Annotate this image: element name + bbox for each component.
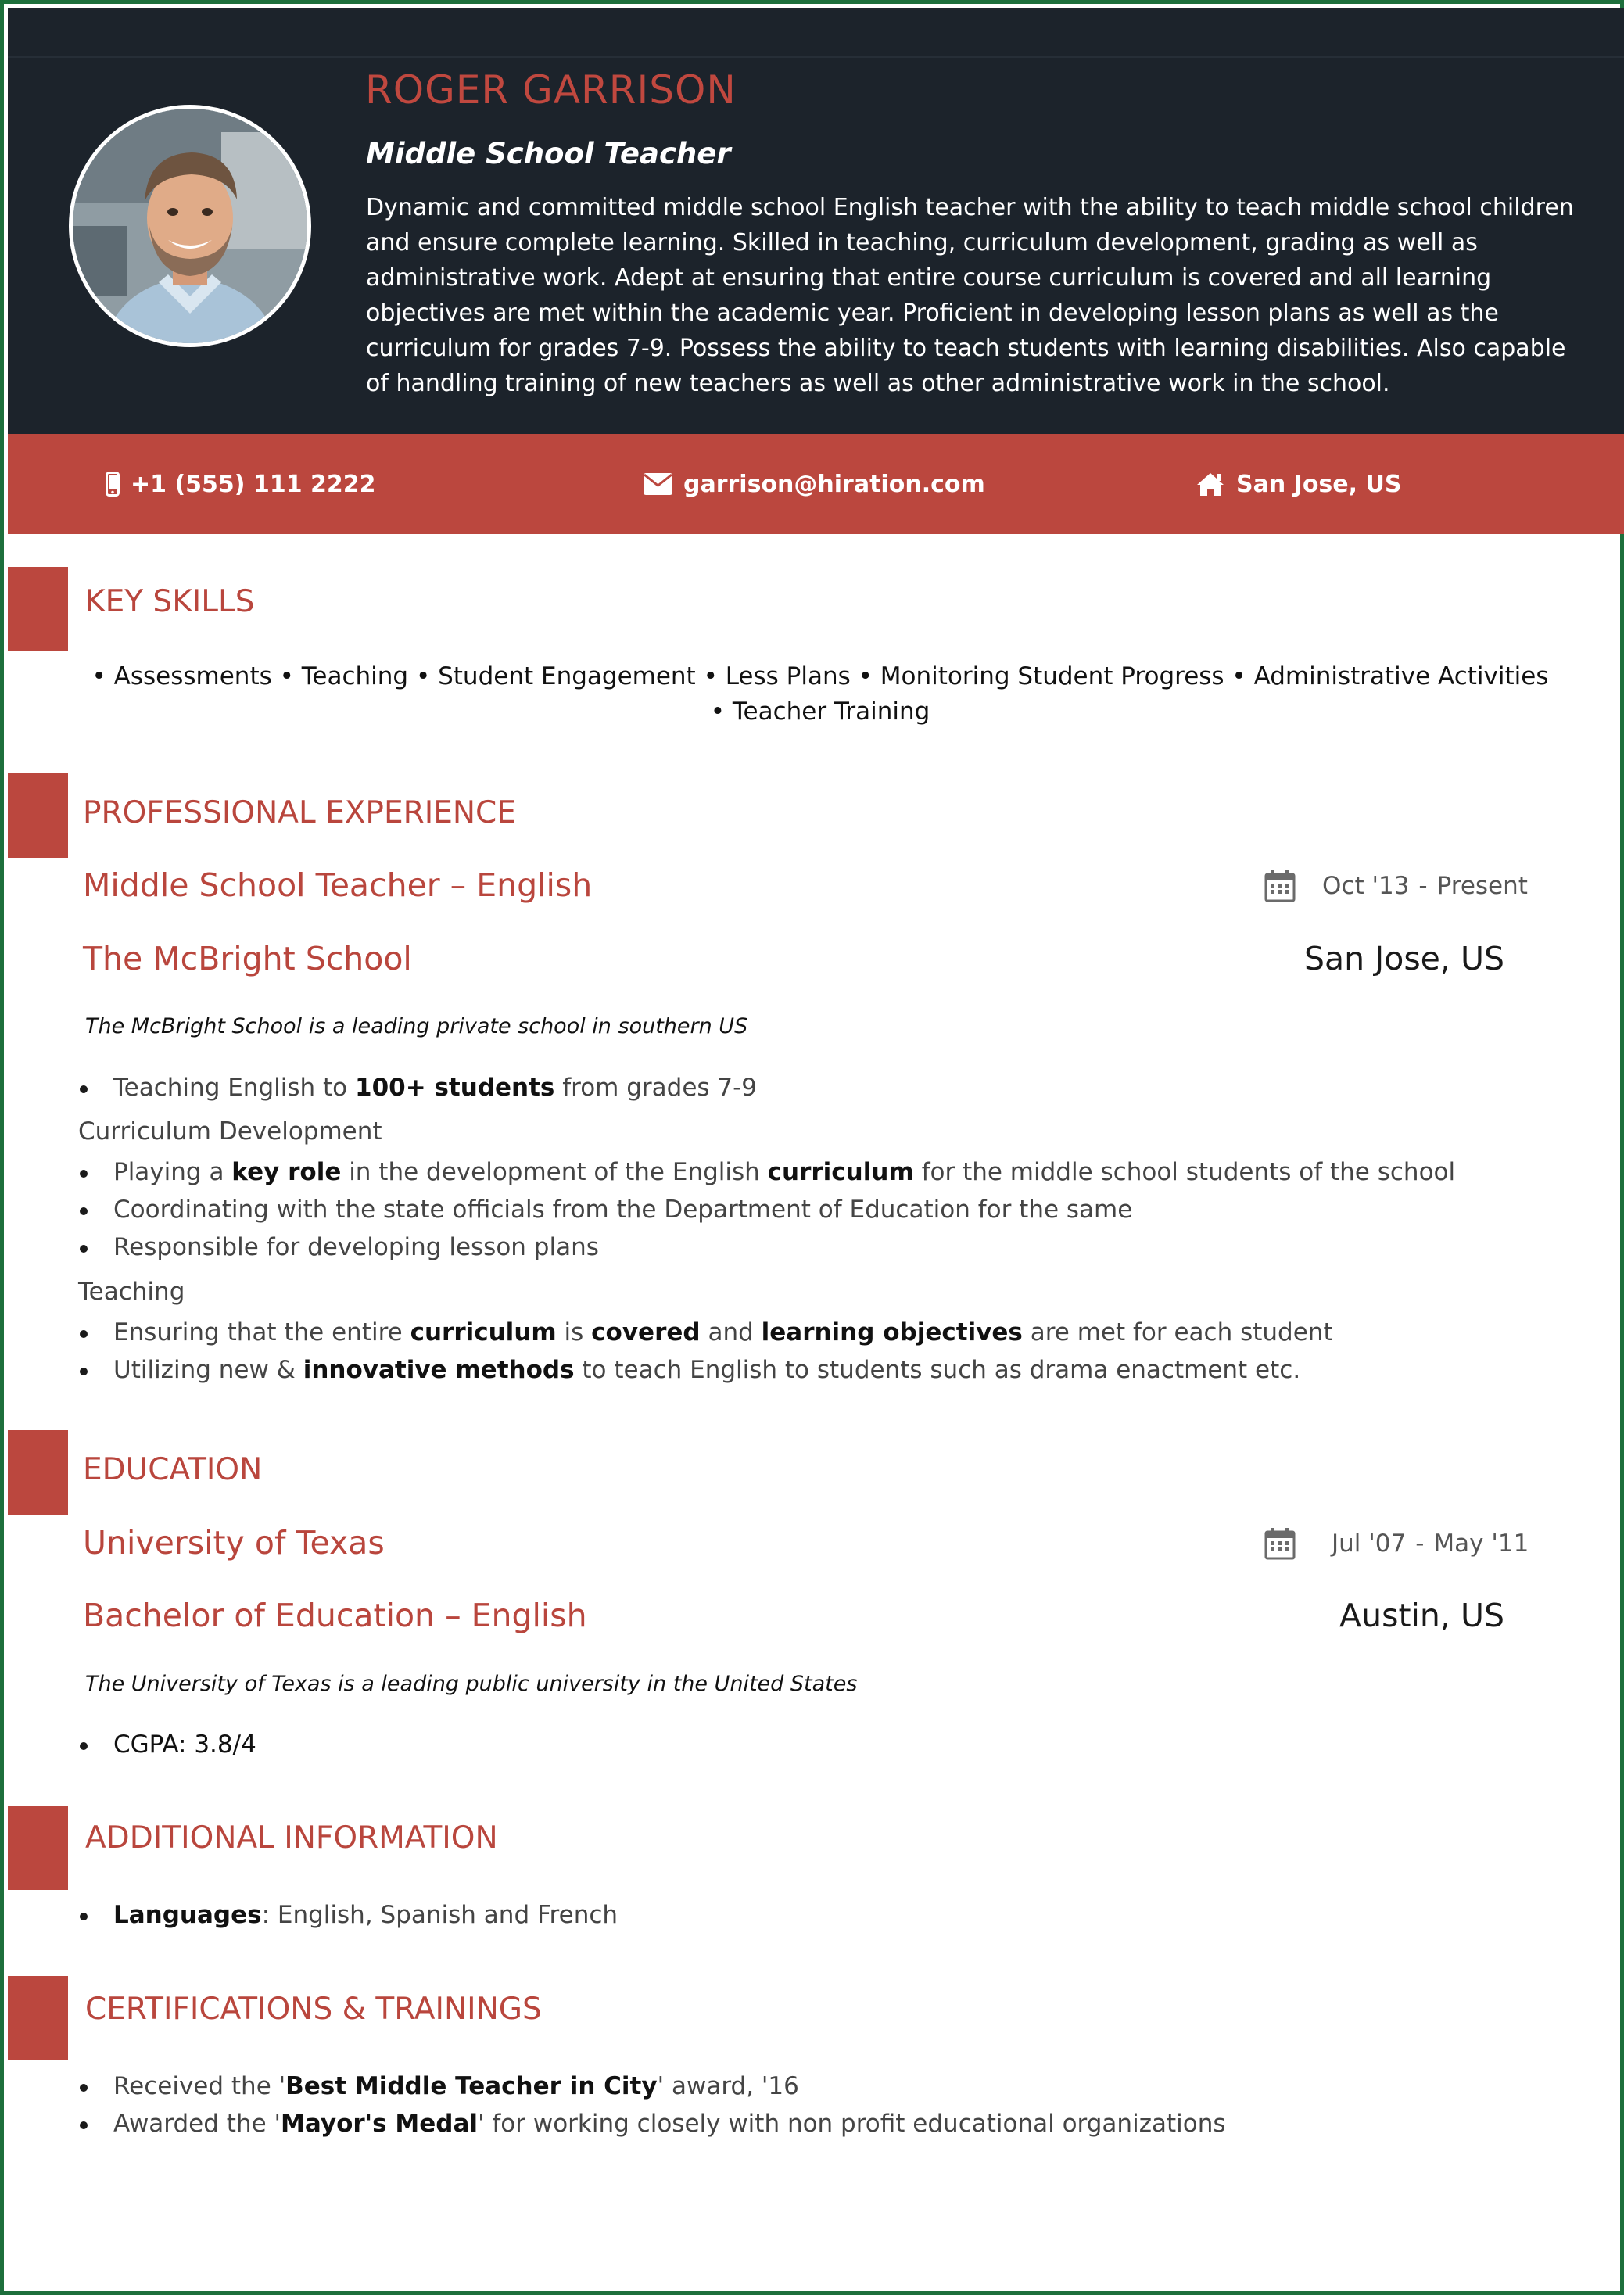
subheading-curriculum: Curriculum Development bbox=[78, 1117, 382, 1146]
contact-phone[interactable] bbox=[106, 434, 376, 534]
section-title-education: EDUCATION bbox=[83, 1452, 263, 1487]
edu-date-end: May '11 bbox=[1433, 1529, 1529, 1558]
section-marker-certifications bbox=[8, 1976, 68, 2060]
contact-bar bbox=[8, 434, 1624, 534]
profile-summary: Dynamic and committed middle school English teacher with the ability to teach middle school children and ensure complete learning. Skilled in teaching, curriculum development, grading as well as administrative work. Adept at ensuring that entire course curriculum is covered and all learning objectives are met within the academic year. Proficient in developing lesson plans as well as the curriculum for grades 7-9. Possess the ability to teach students with learning disabilities. Also capable of handling training of new teachers as well as other administrative work in the school. bbox=[366, 194, 1574, 397]
education-dates bbox=[1264, 1525, 1529, 1562]
phone-text: +1 (555) 111 2222 bbox=[131, 470, 376, 498]
edu-date-start: Jul '07 bbox=[1332, 1529, 1407, 1558]
section-marker-additional bbox=[8, 1806, 68, 1890]
location-text: San Jose, US bbox=[1236, 470, 1402, 498]
experience-bullets-2 bbox=[78, 1153, 1455, 1266]
candidate-name: ROGER GARRISON bbox=[365, 67, 737, 113]
section-marker-education bbox=[8, 1430, 68, 1515]
list-item: Playing a key role in the development of the English curriculum for the middle school students of the school bbox=[78, 1153, 1455, 1191]
job-dates bbox=[1264, 867, 1528, 905]
experience-bullets-3 bbox=[78, 1314, 1333, 1389]
list-item: Teaching English to 100+ students from grades 7-9 bbox=[78, 1069, 757, 1106]
candidate-role: Middle School Teacher bbox=[366, 137, 731, 170]
education-bullets bbox=[78, 1726, 256, 1763]
list-item: Utilizing new & innovative methods to teach English to students such as drama enactment etc. bbox=[78, 1351, 1333, 1389]
job-date-end: Present bbox=[1436, 872, 1528, 900]
section-title-additional: ADDITIONAL INFORMATION bbox=[85, 1820, 498, 1856]
envelope-icon bbox=[644, 473, 672, 495]
company-name: The McBright School bbox=[83, 940, 412, 977]
school-name: University of Texas bbox=[83, 1524, 385, 1562]
contact-location bbox=[1196, 434, 1401, 534]
section-title-certifications: CERTIFICATIONS & TRAININGS bbox=[85, 1992, 542, 2027]
list-item: Languages: English, Spanish and French bbox=[78, 1896, 618, 1934]
list-item: Responsible for developing lesson plans bbox=[78, 1228, 1455, 1266]
list-item: Received the 'Best Middle Teacher in City' award, '16 bbox=[78, 2067, 1226, 2105]
section-marker-skills bbox=[8, 567, 68, 651]
portrait-illustration bbox=[73, 109, 307, 343]
email-text: garrison@hiration.com bbox=[683, 470, 985, 498]
degree-name: Bachelor of Education – English bbox=[83, 1597, 587, 1634]
list-item: Coordinating with the state officials from the Department of Education for the same bbox=[78, 1191, 1455, 1228]
phone-icon bbox=[106, 472, 120, 497]
list-item: CGPA: 3.8/4 bbox=[78, 1726, 256, 1763]
resume-header bbox=[8, 8, 1624, 434]
skills-list: • Assessments • Teaching • Student Engagement • Less Plans • Monitoring Student Progress • Administrative Activities • Teacher Training bbox=[91, 662, 1549, 726]
contact-email[interactable] bbox=[644, 434, 985, 534]
additional-bullets bbox=[78, 1896, 618, 1934]
experience-bullets-1 bbox=[78, 1069, 757, 1106]
profile-photo bbox=[69, 105, 311, 347]
job-date-separator: - bbox=[1418, 872, 1428, 900]
company-description: The McBright School is a leading private school in southern US bbox=[85, 1014, 748, 1038]
section-title-key-skills: KEY SKILLS bbox=[85, 584, 255, 619]
job-date-start: Oct '13 bbox=[1322, 872, 1410, 900]
calendar-icon bbox=[1264, 1527, 1296, 1560]
header-divider bbox=[8, 56, 1624, 58]
calendar-icon bbox=[1264, 870, 1296, 902]
section-title-experience: PROFESSIONAL EXPERIENCE bbox=[83, 795, 516, 830]
list-item: Ensuring that the entire curriculum is covered and learning objectives are met for each student bbox=[78, 1314, 1333, 1351]
job-title: Middle School Teacher – English bbox=[83, 866, 593, 904]
subheading-teaching: Teaching bbox=[78, 1278, 185, 1306]
list-item: Awarded the 'Mayor's Medal' for working closely with non profit educational organizations bbox=[78, 2105, 1226, 2143]
education-location: Austin, US bbox=[1339, 1597, 1504, 1634]
section-marker-experience bbox=[8, 773, 68, 858]
home-icon bbox=[1196, 472, 1225, 497]
school-description: The University of Texas is a leading public university in the United States bbox=[85, 1672, 858, 1696]
edu-date-separator: - bbox=[1415, 1529, 1425, 1558]
certification-bullets bbox=[78, 2067, 1226, 2143]
company-location: San Jose, US bbox=[1303, 940, 1504, 977]
